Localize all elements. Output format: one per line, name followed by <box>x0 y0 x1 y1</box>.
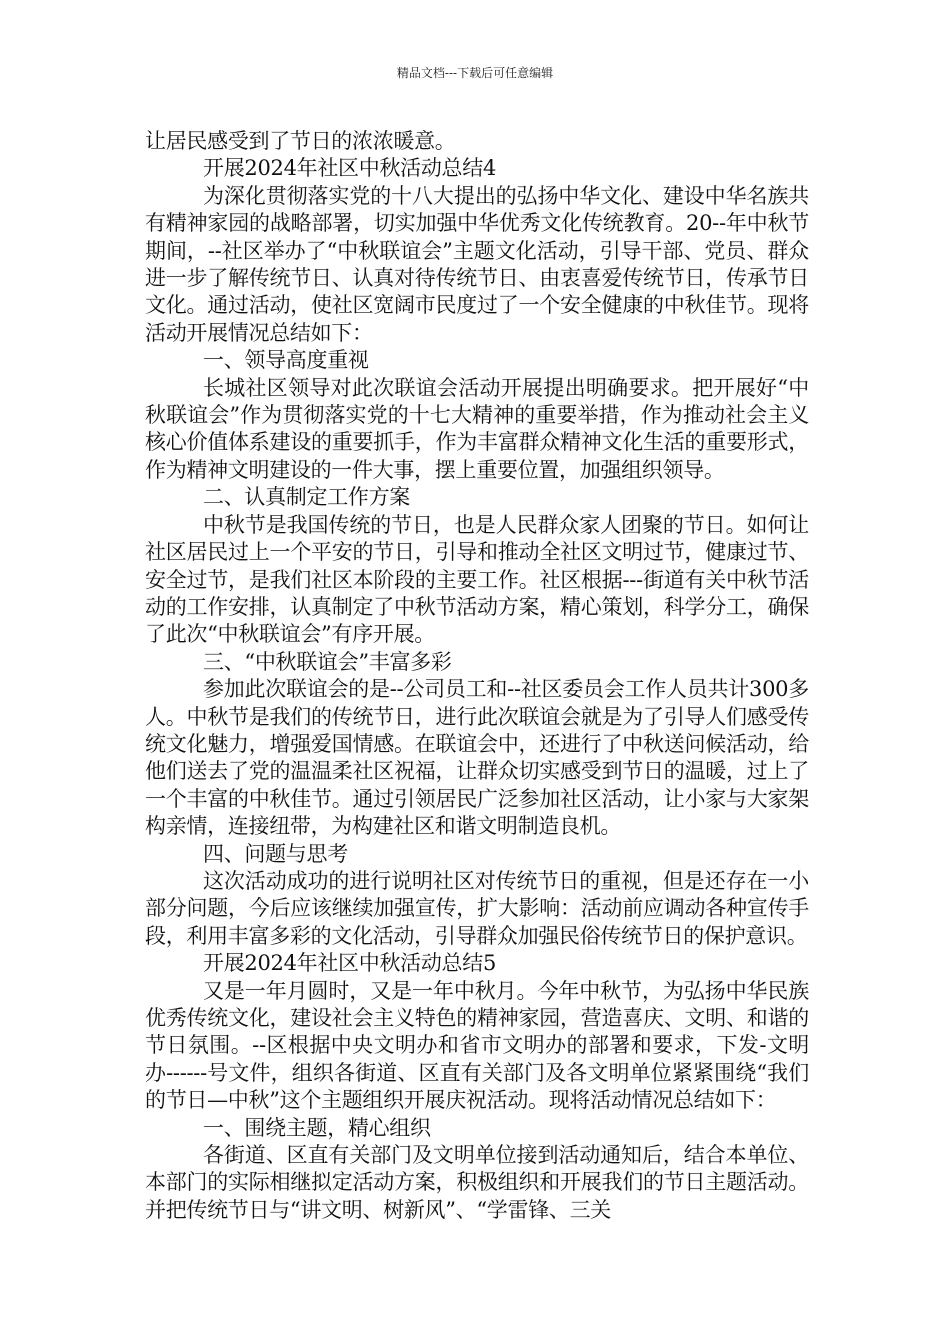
document-body <box>145 128 809 1224</box>
section-heading: 一、领导高度重视 <box>203 348 369 373</box>
paragraph: 让居民感受到了节日的浓浓暖意。 <box>145 129 456 153</box>
page-header: 精品文档---下载后可任意编辑 <box>396 66 554 80</box>
section-heading: 二、认真制定工作方案 <box>203 485 410 510</box>
section-title: 开展2024年社区中秋活动总结4 <box>203 156 497 181</box>
paragraph: 又是一年月圆时，又是一年中秋月。今年中秋节，为弘扬中华民族优秀传统文化，建设社会主义特色的精神家园，营造喜庆、文明、和谐的节日氛围。--区根据中央文明办和省市文明办的部署和要求，下发-文明办------号文件，组织各街道、区直有关部门及各文明单位紧紧围绕“我们的节日—中秋”这个主题组织开展庆祝活动。现将活动情况总结如下： <box>145 978 809 1113</box>
section-heading: 一、围绕主题，精心组织 <box>203 1115 431 1140</box>
paragraph: 为深化贯彻落实党的十八大提出的弘扬中华文化、建设中华名族共有精神家园的战略部署，切实加强中华优秀文化传统教育。20--年中秋节期间，--社区举办了“中秋联谊会”主题文化活动，引导干部、党员、群众进一步了解传统节日、认真对待传统节日、由衷喜爱传统节日，传承节日文化。通过活动，使社区宽阔市民度过了一个安全健康的中秋佳节。现将活动开展情况总结如下： <box>145 183 809 345</box>
paragraph: 中秋节是我国传统的节日，也是人民群众家人团聚的节日。如何让社区居民过上一个平安的节日，引导和推动全社区文明过节，健康过节、安全过节，是我们社区本阶段的主要工作。社区根据---街道有关中秋节活动的工作安排，认真制定了中秋节活动方案，精心策划，科学分工，确保了此次“中秋联谊会”有序开展。 <box>145 512 809 647</box>
paragraph: 各街道、区直有关部门及文明单位接到活动通知后，结合本单位、本部门的实际相继拟定活动方案，积极组织和开展我们的节日主题活动。并把传统节日与“讲文明、树新风”、“学雷锋、三关 <box>145 1143 809 1222</box>
paragraph: 长城社区领导对此次联谊会活动开展提出明确要求。把开展好“中秋联谊会”作为贯彻落实党的十七大精神的重要举措，作为推动社会主义核心价值体系建设的重要抓手，作为丰富群众精神文化生活的重要形式，作为精神文明建设的一件大事，摆上重要位置，加强组织领导。 <box>145 375 809 482</box>
section-title: 开展2024年社区中秋活动总结5 <box>203 951 497 976</box>
paragraph: 参加此次联谊会的是--公司员工和--社区委员会工作人员共计300多人。中秋节是我们的传统节日，进行此次联谊会就是为了引导人们感受传统文化魅力，增强爱国情感。在联谊会中，还进行了中秋送问候活动，给他们送去了党的温温柔社区祝福，让群众切实感受到节日的温暖，过上了一个丰富的中秋佳节。通过引领居民广泛参加社区活动，让小家与大家架构亲情，连接纽带，为构建社区和谐文明制造良机。 <box>145 677 809 839</box>
paragraph: 这次活动成功的进行说明社区对传统节日的重视，但是还存在一小部分问题，今后应该继续加强宣传，扩大影响：活动前应调动各种宣传手段，利用丰富多彩的文化活动，引导群众加强民俗传统节日的保护意识。 <box>145 868 809 948</box>
section-heading: 四、问题与思考 <box>203 841 348 866</box>
section-heading: 三、“中秋联谊会”丰富多彩 <box>203 649 452 674</box>
